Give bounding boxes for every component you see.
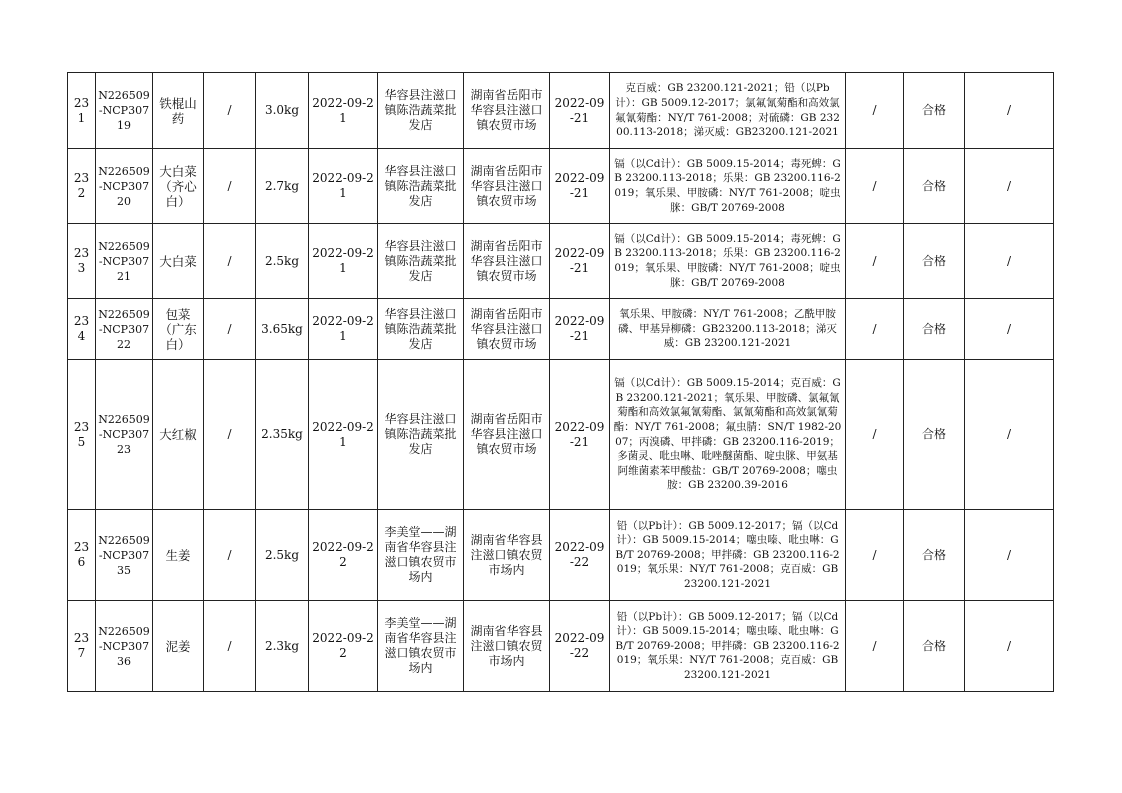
sampling-place-cell: 湖南省华容县注滋口镇农贸市场内 bbox=[464, 601, 550, 692]
row-number-cell: 237 bbox=[68, 601, 96, 692]
specification-cell: / bbox=[204, 601, 256, 692]
nonconforming-items-cell: / bbox=[846, 360, 904, 510]
seller-name-cell: 华容县注滋口镇陈浩蔬菜批发店 bbox=[378, 299, 464, 360]
sample-quantity-cell: 2.5kg bbox=[256, 224, 309, 299]
nonconforming-items-cell: / bbox=[846, 73, 904, 149]
sample-quantity-cell: 2.7kg bbox=[256, 149, 309, 224]
remark-cell: / bbox=[965, 224, 1054, 299]
sample-quantity-cell: 3.65kg bbox=[256, 299, 309, 360]
product-name-cell: 生姜 bbox=[153, 510, 204, 601]
row-number-cell: 235 bbox=[68, 360, 96, 510]
production-date-cell: 2022-09-21 bbox=[550, 299, 610, 360]
remark-cell: / bbox=[965, 360, 1054, 510]
row-number-cell: 233 bbox=[68, 224, 96, 299]
production-date-cell: 2022-09-21 bbox=[550, 149, 610, 224]
sampling-place-cell: 湖南省岳阳市华容县注滋口镇农贸市场 bbox=[464, 224, 550, 299]
inspection-result-cell: 合格 bbox=[904, 149, 965, 224]
sampling-date-cell: 2022-09-21 bbox=[309, 299, 378, 360]
inspection-result-cell: 合格 bbox=[904, 360, 965, 510]
product-name-cell: 铁棍山药 bbox=[153, 73, 204, 149]
table-body bbox=[68, 73, 1054, 692]
nonconforming-items-cell: / bbox=[846, 510, 904, 601]
seller-name-cell: 华容县注滋口镇陈浩蔬菜批发店 bbox=[378, 73, 464, 149]
inspection-result-cell: 合格 bbox=[904, 299, 965, 360]
nonconforming-items-cell: / bbox=[846, 149, 904, 224]
product-name-cell: 大白菜 bbox=[153, 224, 204, 299]
test-standards-cell: 氧乐果、甲胺磷：NY/T 761-2008；乙酰甲胺磷、甲基异柳磷：GB23200.113-2018；涕灭威：GB 23200.121-2021 bbox=[610, 299, 846, 360]
specification-cell: / bbox=[204, 299, 256, 360]
test-standards-cell: 铅（以Pb计）：GB 5009.12-2017；镉（以Cd计）：GB 5009.15-2014；噻虫嗪、吡虫啉：GB/T 20769-2008；甲拌磷：GB 23200.116-2019；氧乐果：NY/T 761-2008；克百威：GB 23200.121-2021 bbox=[610, 510, 846, 601]
sample-code-cell: N226509-NCP30722 bbox=[96, 299, 153, 360]
sampling-date-cell: 2022-09-21 bbox=[309, 360, 378, 510]
table-row bbox=[68, 149, 1054, 224]
row-number-cell: 232 bbox=[68, 149, 96, 224]
table-row bbox=[68, 360, 1054, 510]
sampling-date-cell: 2022-09-22 bbox=[309, 510, 378, 601]
sample-code-cell: N226509-NCP30736 bbox=[96, 601, 153, 692]
inspection-result-cell: 合格 bbox=[904, 73, 965, 149]
test-standards-cell: 铅（以Pb计）：GB 5009.12-2017；镉（以Cd计）：GB 5009.15-2014；噻虫嗪、吡虫啉：GB/T 20769-2008；甲拌磷：GB 23200.116-2019；氧乐果：NY/T 761-2008；克百威：GB 23200.121-2021 bbox=[610, 601, 846, 692]
nonconforming-items-cell: / bbox=[846, 224, 904, 299]
specification-cell: / bbox=[204, 149, 256, 224]
table-row bbox=[68, 510, 1054, 601]
production-date-cell: 2022-09-21 bbox=[550, 224, 610, 299]
inspection-result-cell: 合格 bbox=[904, 601, 965, 692]
remark-cell: / bbox=[965, 299, 1054, 360]
sampling-date-cell: 2022-09-21 bbox=[309, 73, 378, 149]
test-standards-cell: 镉（以Cd计）：GB 5009.15-2014；毒死蜱：GB 23200.113-2018；乐果：GB 23200.116-2019；氧乐果、甲胺磷：NY/T 761-2008；啶虫脒：GB/T 20769-2008 bbox=[610, 224, 846, 299]
remark-cell: / bbox=[965, 601, 1054, 692]
sampling-place-cell: 湖南省岳阳市华容县注滋口镇农贸市场 bbox=[464, 299, 550, 360]
sampling-place-cell: 湖南省岳阳市华容县注滋口镇农贸市场 bbox=[464, 360, 550, 510]
test-standards-cell: 镉（以Cd计）：GB 5009.15-2014；毒死蜱：GB 23200.113-2018；乐果：GB 23200.116-2019；氧乐果、甲胺磷：NY/T 761-2008；啶虫脒：GB/T 20769-2008 bbox=[610, 149, 846, 224]
table-row bbox=[68, 299, 1054, 360]
row-number-cell: 236 bbox=[68, 510, 96, 601]
sample-code-cell: N226509-NCP30720 bbox=[96, 149, 153, 224]
inspection-result-cell: 合格 bbox=[904, 224, 965, 299]
sample-code-cell: N226509-NCP30723 bbox=[96, 360, 153, 510]
specification-cell: / bbox=[204, 224, 256, 299]
production-date-cell: 2022-09-22 bbox=[550, 601, 610, 692]
specification-cell: / bbox=[204, 510, 256, 601]
table-row bbox=[68, 601, 1054, 692]
sampling-place-cell: 湖南省岳阳市华容县注滋口镇农贸市场 bbox=[464, 149, 550, 224]
seller-name-cell: 华容县注滋口镇陈浩蔬菜批发店 bbox=[378, 149, 464, 224]
sampling-date-cell: 2022-09-21 bbox=[309, 149, 378, 224]
table-row bbox=[68, 224, 1054, 299]
sample-quantity-cell: 2.3kg bbox=[256, 601, 309, 692]
seller-name-cell: 华容县注滋口镇陈浩蔬菜批发店 bbox=[378, 224, 464, 299]
production-date-cell: 2022-09-22 bbox=[550, 510, 610, 601]
remark-cell: / bbox=[965, 510, 1054, 601]
product-name-cell: 泥姜 bbox=[153, 601, 204, 692]
remark-cell: / bbox=[965, 73, 1054, 149]
specification-cell: / bbox=[204, 73, 256, 149]
sampling-place-cell: 湖南省岳阳市华容县注滋口镇农贸市场 bbox=[464, 73, 550, 149]
nonconforming-items-cell: / bbox=[846, 601, 904, 692]
sample-quantity-cell: 2.5kg bbox=[256, 510, 309, 601]
sample-quantity-cell: 3.0kg bbox=[256, 73, 309, 149]
seller-name-cell: 华容县注滋口镇陈浩蔬菜批发店 bbox=[378, 360, 464, 510]
product-name-cell: 大白菜（齐心白） bbox=[153, 149, 204, 224]
specification-cell: / bbox=[204, 360, 256, 510]
test-standards-cell: 克百威：GB 23200.121-2021；铅（以Pb计）：GB 5009.12-2017；氯氟氰菊酯和高效氯氟氰菊酯：NY/T 761-2008；对硫磷：GB 23200.113-2018；涕灭威：GB23200.121-2021 bbox=[610, 73, 846, 149]
production-date-cell: 2022-09-21 bbox=[550, 73, 610, 149]
production-date-cell: 2022-09-21 bbox=[550, 360, 610, 510]
sampling-date-cell: 2022-09-21 bbox=[309, 224, 378, 299]
inspection-result-cell: 合格 bbox=[904, 510, 965, 601]
sample-code-cell: N226509-NCP30721 bbox=[96, 224, 153, 299]
inspection-table bbox=[67, 72, 1054, 692]
nonconforming-items-cell: / bbox=[846, 299, 904, 360]
table-row bbox=[68, 73, 1054, 149]
sampling-place-cell: 湖南省华容县注滋口镇农贸市场内 bbox=[464, 510, 550, 601]
sample-code-cell: N226509-NCP30735 bbox=[96, 510, 153, 601]
test-standards-cell: 镉（以Cd计）：GB 5009.15-2014；克百威：GB 23200.121-2021；氧乐果、甲胺磷、氯氟氰菊酯和高效氯氟氰菊酯、氯氰菊酯和高效氯氰菊酯：NY/T 761-2008；氟虫腈：SN/T 1982-2007；丙溴磷、甲拌磷：GB 23200.116-2019；多菌灵、吡虫啉、吡唑醚菌酯、啶虫脒、甲氨基阿维菌素苯甲酸盐：GB/T 20769-2008；噻虫胺：GB 23200.39-2016 bbox=[610, 360, 846, 510]
sampling-date-cell: 2022-09-22 bbox=[309, 601, 378, 692]
remark-cell: / bbox=[965, 149, 1054, 224]
product-name-cell: 包菜（广东白） bbox=[153, 299, 204, 360]
sample-quantity-cell: 2.35kg bbox=[256, 360, 309, 510]
seller-name-cell: 李美堂——湖南省华容县注滋口镇农贸市场内 bbox=[378, 510, 464, 601]
product-name-cell: 大红椒 bbox=[153, 360, 204, 510]
row-number-cell: 234 bbox=[68, 299, 96, 360]
seller-name-cell: 李美堂——湖南省华容县注滋口镇农贸市场内 bbox=[378, 601, 464, 692]
row-number-cell: 231 bbox=[68, 73, 96, 149]
sample-code-cell: N226509-NCP30719 bbox=[96, 73, 153, 149]
